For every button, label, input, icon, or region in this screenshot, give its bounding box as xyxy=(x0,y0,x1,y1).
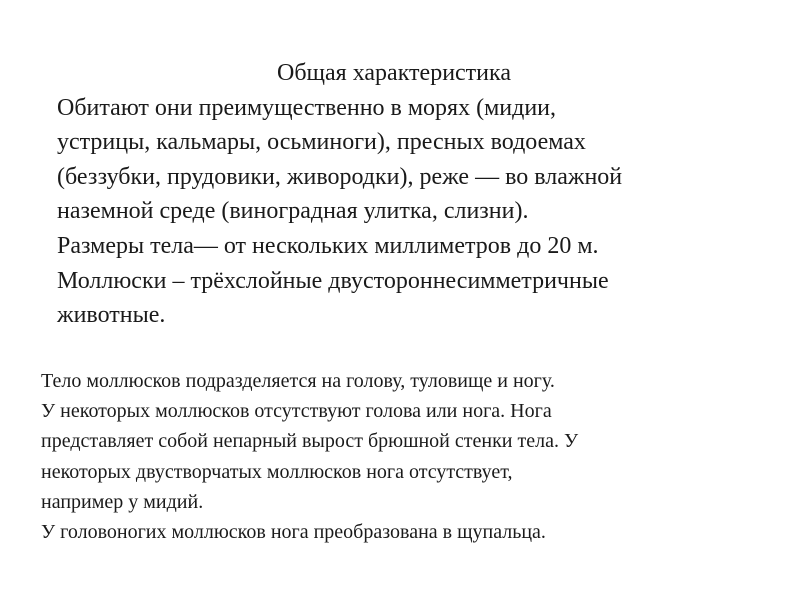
secondary-text-line: например у мидий. xyxy=(41,490,204,513)
main-text-line: животные. xyxy=(57,302,166,329)
secondary-text-block xyxy=(41,366,793,547)
secondary-text-line: представляет собой непарный вырост брюшной стенки тела. У xyxy=(41,430,579,453)
slide-heading: Общая характеристика xyxy=(277,60,511,86)
secondary-text-line: У головоногих моллюсков нога преобразована в щупальца. xyxy=(41,521,546,544)
main-text-line: Размеры тела— от нескольких миллиметров до 20 м. xyxy=(57,232,599,259)
main-text-line: устрицы, кальмары, осьминоги), пресных водоемах xyxy=(57,129,586,156)
main-text-block xyxy=(57,56,793,333)
main-text-line: (беззубки, прудовики, живородки), реже — во влажной xyxy=(57,163,623,190)
secondary-text-line: некоторых двустворчатых моллюсков нога отсутствует, xyxy=(41,460,513,483)
main-text-line: Обитают они преимущественно в морях (мидии, xyxy=(57,94,557,121)
main-text-line: Моллюски – трёхслойные двустороннесимметричные xyxy=(57,267,609,294)
secondary-text-line: Тело моллюсков подразделяется на голову, туловище и ногу. xyxy=(41,370,555,392)
secondary-text-line: У некоторых моллюсков отсутствуют голова или нога. Нога xyxy=(41,400,552,423)
main-text-line: наземной среде (виноградная улитка, слизни). xyxy=(57,198,529,225)
